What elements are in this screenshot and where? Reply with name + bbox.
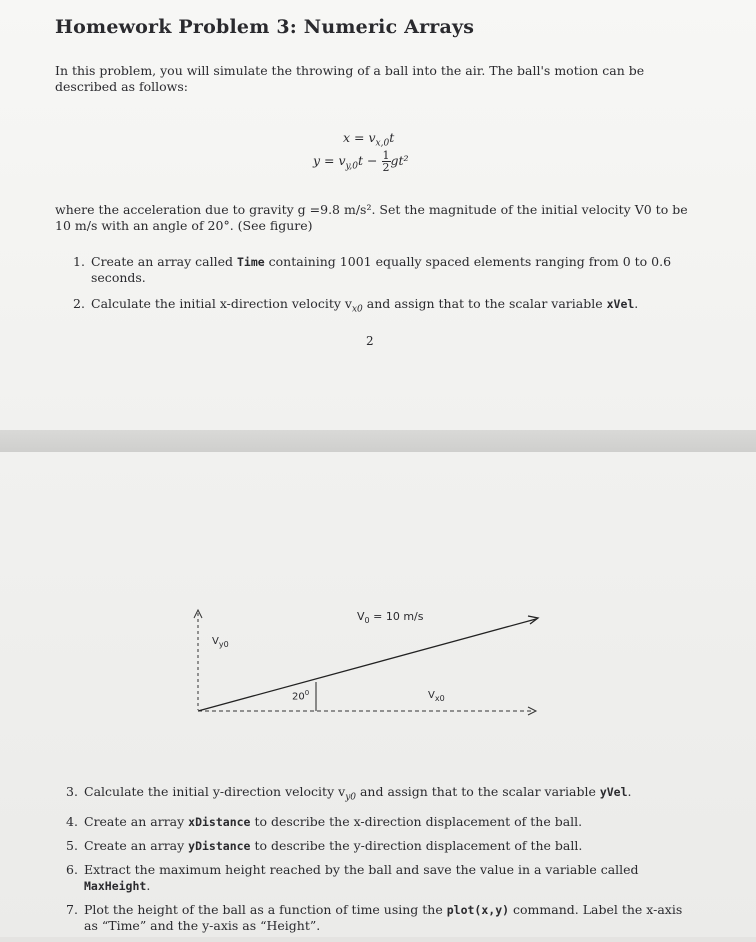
step-code: xDistance <box>188 814 251 829</box>
step-item <box>73 254 693 286</box>
step-item <box>66 862 686 894</box>
step-text: Extract the maximum height reached by the ball and save the value in a variable called <box>84 861 639 877</box>
step-item <box>66 902 686 934</box>
eq2-fraction <box>382 150 391 173</box>
step-text: Calculate the initial x-direction velocity v <box>91 296 352 311</box>
step-number: 3. <box>66 784 78 799</box>
step-code: xVel <box>606 297 635 311</box>
eq2-lhs: y = v <box>313 153 346 168</box>
v0-label: $V_0 = 10$ m/s <box>357 610 424 626</box>
eq2-numerator: 1 <box>382 149 390 162</box>
eq1-subscript: x,0 <box>375 138 390 149</box>
step-code: Time <box>236 255 265 269</box>
step-math <box>351 296 363 315</box>
eq1-tail: t <box>389 130 395 145</box>
step-text-mid: and assign that to the scalar variable <box>362 296 607 311</box>
eq2-subscript: y,0 <box>345 161 359 172</box>
step-number: 5. <box>66 837 78 853</box>
step-text-end: . <box>634 296 639 311</box>
vx0-label: $V_{x0}$ <box>428 690 445 703</box>
eq2-mid: t − <box>358 153 378 168</box>
step-text-end: . <box>146 877 151 893</box>
step-number: 6. <box>66 861 78 877</box>
step-number: 2. <box>73 296 85 311</box>
step-math <box>345 784 356 803</box>
step-text: Create an array <box>84 837 189 853</box>
eq1-text: x = v <box>343 130 376 145</box>
step-number: 1. <box>73 254 85 269</box>
step-code: yDistance <box>188 838 251 853</box>
angle-label: $20^0$ <box>292 689 310 703</box>
intro-paragraph: In this problem, you will simulate the throwing of a ball into the air. The ball's motion can be described as follows: <box>55 63 645 94</box>
step-item <box>66 814 686 830</box>
page-number: 2 <box>366 334 374 348</box>
step-text-mid: and assign that to the scalar variable <box>356 784 600 799</box>
vy0-label: $V_{y0}$ <box>212 636 229 649</box>
velocity-figure <box>0 452 756 752</box>
step-code: plot(x,y) <box>446 902 510 917</box>
step-code: MaxHeight <box>84 878 147 893</box>
equation-y <box>313 150 409 173</box>
page-title: Homework Problem 3: Numeric Arrays <box>55 16 475 38</box>
step-item <box>66 838 686 854</box>
step-subscript: x0 <box>351 304 363 315</box>
equation-x <box>343 130 394 149</box>
step-text-end: . <box>627 784 632 799</box>
step-number: 4. <box>66 813 78 829</box>
step-item <box>73 296 693 318</box>
steps-list-part2 <box>66 784 686 942</box>
step-number: 7. <box>66 901 78 917</box>
step-text: Plot the height of the ball as a function of time using the <box>84 901 447 917</box>
figure-svg <box>0 452 756 752</box>
eq2-tail: gt² <box>390 153 409 168</box>
velocity-vector <box>198 619 536 711</box>
step-text: Create an array <box>84 813 189 829</box>
step-text: Calculate the initial y-direction velocity v <box>84 784 346 799</box>
step-text-end: containing 1001 equally spaced elements ranging from 0 to 0.6 seconds. <box>91 254 672 285</box>
step-text-end: to describe the y-direction displacement of the ball. <box>250 837 583 853</box>
step-code: yVel <box>599 785 628 799</box>
eq2-denominator: 2 <box>382 161 390 174</box>
step-text-end: command. Label the x-axis as “Time” and the y-axis as “Height”. <box>84 901 683 933</box>
step-text-end: to describe the x-direction displacement of the ball. <box>250 813 583 829</box>
page-gap <box>0 430 756 452</box>
steps-list-part1 <box>73 254 693 328</box>
gravity-paragraph: where the acceleration due to gravity g =9.8 m/s². Set the magnitude of the initial velocity V0 to be 10 m/s with an angle of 20°. (See figure) <box>55 202 688 233</box>
step-item <box>66 784 686 806</box>
step-text: Create an array called <box>91 254 237 269</box>
step-subscript: y0 <box>345 792 356 803</box>
